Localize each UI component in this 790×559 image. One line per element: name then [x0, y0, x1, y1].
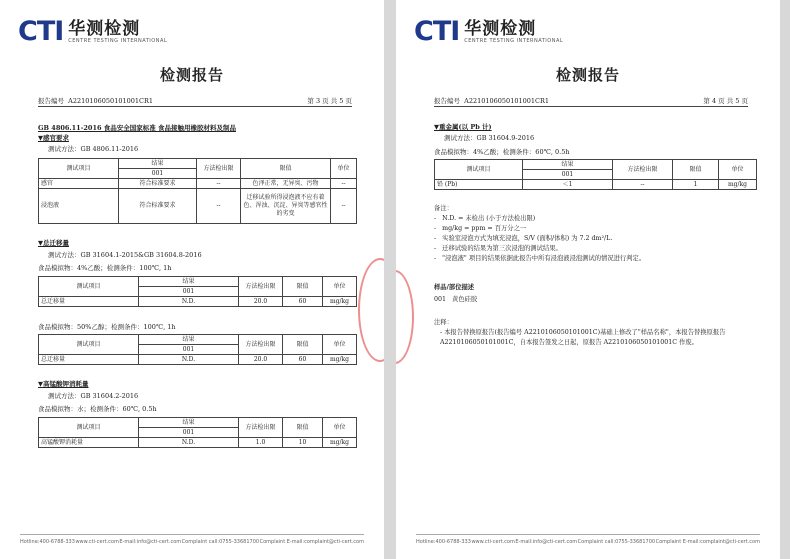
seal-stamp	[396, 270, 414, 364]
page-title: 检测报告	[555, 66, 620, 84]
notes: 注释： - 本报告替换原报告(报告编号 A2210106050101001C)基础上修改了"样品名称"，本报告替换原报告 A2210106050101001C，自本报告签发之日起，原报告 A2210106050101001C 作废。	[434, 319, 726, 346]
report-header: 报告编号 A2210106050101001CR1 第 4 页 共 5 页	[434, 97, 748, 105]
sensory-heading: ▼感官要求	[38, 134, 69, 142]
cti-logo: CTI 华测检测 CENTRE TESTING INTERNATIONAL	[18, 16, 168, 47]
table-row: 感官 符合标准要求 -- 色泽正常，无异臭、污物 --	[39, 179, 357, 189]
page-number: 第 3 页 共 5 页	[307, 97, 352, 105]
cti-logo: CTI 华测检测 CENTRE TESTING INTERNATIONAL	[414, 16, 564, 47]
page-footer: Hotline:400-6788-333 www.cti-cert.com E-mail:info@cti-cert.com Complaint call:0755-33681700 Complaint E-mail:complaint@cti-cert.com	[416, 534, 760, 545]
page-number: 第 4 页 共 5 页	[703, 97, 748, 105]
overall-table-2: 测试项目 结果 方法检出限 限值 单位 001 总迁移量 N.D. 20.0 60 mg/kg	[38, 334, 357, 365]
kmno4-method: 测试方法：GB 31604.2-2016	[48, 392, 139, 400]
sensory-method: 测试方法：GB 4806.11-2016	[48, 145, 139, 153]
sensory-table: 测试项目 结果 方法检出限 限值 单位 001 感官 符合标准要求 -- 色泽正常，无异臭、污物 -- 浸泡液 符合标准要求 -- 迁移试验所得浸泡液不应有着色、浑浊、沉淀、异臭等感官性的劣变 --	[38, 158, 357, 224]
table-row: 铅 (Pb) ＜1 -- 1 mg/kg	[435, 180, 757, 190]
page-footer: Hotline:400-6788-333 www.cti-cert.com E-mail:info@cti-cert.com Complaint call:0755-33681700 Complaint E-mail:complaint@cti-cert.com	[20, 534, 364, 545]
kmno4-table: 测试项目 结果 方法检出限 限值 单位 001 高锰酸钾消耗量 N.D. 1.0 10 mg/kg	[38, 417, 357, 448]
report-header: 报告编号 A2210106050101001CR1 第 3 页 共 5 页	[38, 97, 352, 105]
overall-cond1: 食品模拟物：4%乙酸；检测条件：100℃, 1h	[38, 264, 172, 272]
report-page-4	[396, 0, 780, 559]
overall-cond2: 食品模拟物：50%乙醇；检测条件：100℃, 1h	[38, 323, 176, 331]
standard-heading: GB 4806.11-2016 食品安全国家标准 食品接触用橡胶材料及制品	[38, 124, 237, 132]
heavy-cond: 食品模拟物：4%乙酸；检测条件：60℃, 0.5h	[434, 148, 570, 156]
table-row: 总迁移量 N.D. 20.0 60 mg/kg	[39, 355, 357, 365]
kmno4-cond: 食品模拟物：水；检测条件：60℃, 0.5h	[38, 405, 157, 413]
heavy-table: 测试项目 结果 方法检出限 限值 单位 001 铅 (Pb) ＜1 -- 1 mg/kg	[434, 159, 757, 190]
table-row: 浸泡液 符合标准要求 -- 迁移试验所得浸泡液不应有着色、浑浊、沉淀、异臭等感官性的劣变 --	[39, 189, 357, 224]
overall-table-1: 测试项目 结果 方法检出限 限值 单位 001 总迁移量 N.D. 20.0 60 mg/kg	[38, 276, 357, 307]
heavy-heading: ▼重金属(以 Pb 计)	[434, 123, 492, 131]
report-page-3	[0, 0, 384, 559]
sample-label: 样品/部位描述	[434, 284, 475, 291]
overall-method: 测试方法：GB 31604.1-2015&GB 31604.8-2016	[48, 251, 202, 259]
sample-desc: 001 黄色硅胶	[434, 296, 478, 303]
seal-stamp	[358, 258, 384, 362]
overall-heading: ▼总迁移量	[38, 239, 69, 247]
kmno4-heading: ▼高锰酸钾消耗量	[38, 380, 89, 388]
table-row: 总迁移量 N.D. 20.0 60 mg/kg	[39, 297, 357, 307]
page-title: 检测报告	[159, 66, 224, 84]
heavy-method: 测试方法：GB 31604.9-2016	[444, 134, 535, 142]
remarks: 备注： - N.D. = 未检出 (小于方法检出限) - mg/kg = ppm = 百万分之一 - 实验室浸泡方式为填充浸泡，S/V (面积/体积) 为 7.2 dm²/L. - 迁移试验的结果为第三次浸泡的测试结果。 - "浸泡液" 项目的结果依据此报告中所有浸泡液浸泡测试的情况进行判定。	[434, 205, 646, 262]
table-row: 高锰酸钾消耗量 N.D. 1.0 10 mg/kg	[39, 438, 357, 448]
